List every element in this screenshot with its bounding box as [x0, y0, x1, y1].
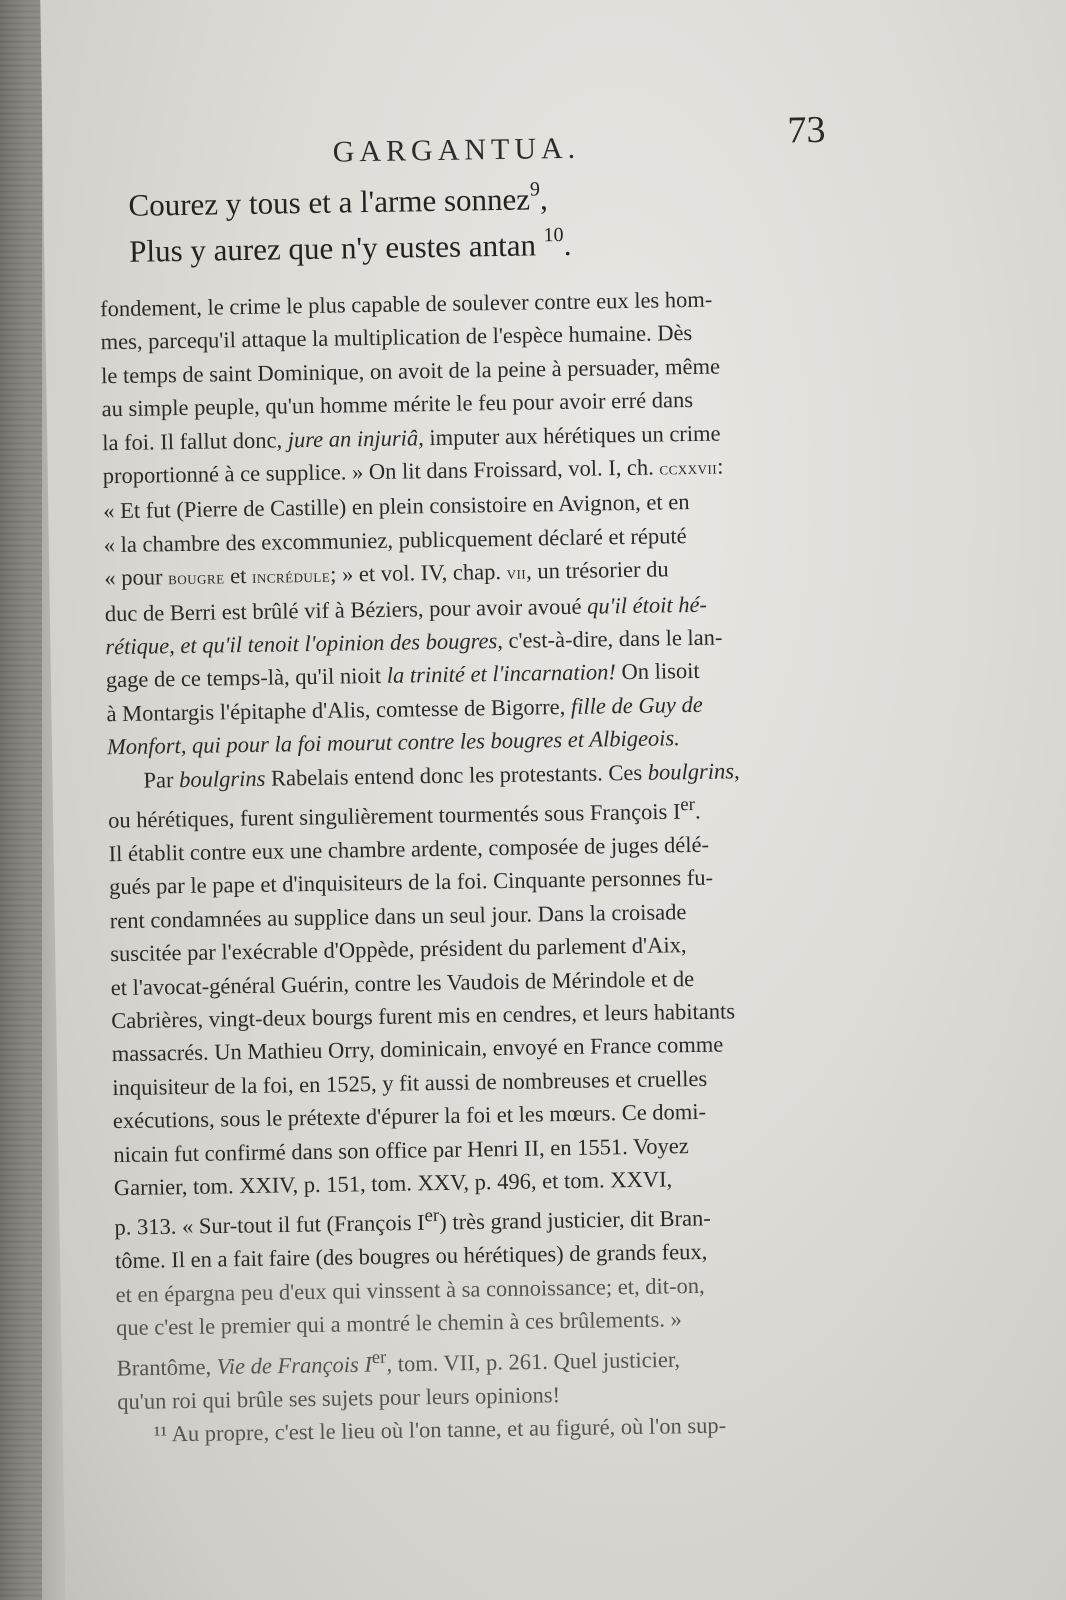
text-line: duc de Berri est brûlé vif à Béziers, pour avoir avoué qu'il étoit hé- [104, 591, 708, 626]
text-line: tôme. Il en a fait faire (des bougres ou hérétiques) de grands feux, [114, 1239, 708, 1274]
text-line: p. 313. « Sur-tout il fut (François Ier) très grand justicier, dit Bran- [114, 1205, 711, 1241]
text-line: qu'un roi qui brûle ses sujets pour leurs opinions! [117, 1381, 561, 1414]
running-head: GARGANTUA. [332, 131, 581, 169]
text-line: nicain fut confirmé dans son office par Henri II, en 1551. Voyez [113, 1132, 689, 1167]
footnote-ref-9: 9 [529, 178, 541, 201]
text-line: et l'avocat-général Guérin, contre les Vaudois de Mérindole et de [110, 965, 695, 1000]
text-line: « Et fut (Pierre de Castille) en plein consistoire en Avignon, et en [103, 489, 690, 524]
footnote-ref-10: 10 [543, 223, 564, 247]
text-line: et en épargna peu d'eux qui vinssent à sa connoissance; et, dit-on, [115, 1272, 705, 1307]
commentary-text [100, 280, 870, 1451]
text-line: mes, parcequ'il attaque la multiplication de l'espèce humaine. Dès [100, 320, 693, 355]
text-line: Garnier, tom. XXIV, p. 151, tom. XXV, p. 496, et tom. XXVI, [113, 1166, 673, 1201]
text-line: massacrés. Un Mathieu Orry, dominicain, envoyé en France comme [111, 1032, 724, 1067]
text-line: Monfort, qui pour la foi mourut contre les bougres et Albigeois. [106, 725, 681, 760]
text-line: inquisiteur de la foi, en 1525, y fit aussi de nombreuses et cruelles [112, 1065, 708, 1101]
text-line: au simple peuple, qu'un homme mérite le feu pour avoir erré dans [101, 387, 694, 422]
facing-page-edge [0, 0, 42, 1600]
text-line: Brantôme, Vie de François Ier, tom. VII, p. 261. Quel justicier, [116, 1346, 681, 1381]
text-line: fondement, le crime le plus capable de soulever contre eux les hom- [99, 286, 713, 322]
text-line: rétique, et qu'il tenoit l'opinion des bougres, c'est-à-dire, dans le lan- [105, 624, 723, 660]
text-line: rent condamnées au supplice dans un seul jour. Dans la croisade [109, 898, 687, 933]
text-line: à Montargis l'épitaphe d'Alis, comtesse de Bigorre, fille de Guy de [106, 691, 703, 727]
text-line: suscitée par l'exécrable d'Oppède, président du parlement d'Aix, [110, 932, 687, 967]
page-number: 73 [787, 108, 826, 152]
text-line: Cabrières, vingt-deux bourgs furent mis en cendres, et leurs habitants [111, 998, 736, 1034]
text-line: Il établit contre eux une chambre ardente, composée de juges délé- [108, 831, 710, 867]
verse-line-2: Plus y aurez que n'y eustes antan $^{10}$. [128, 223, 572, 269]
text-line: la foi. Il fallut donc, jure an injuriâ, imputer aux hérétiques un crime [102, 420, 721, 455]
verse-line-1: Courez y tous et a l'arme sonnez$^9$, [128, 178, 549, 223]
text-line: gage de ce temps-là, qu'il nioit la trinité et l'incarnation! On lisoit [105, 658, 700, 693]
text-line: ou hérétiques, furent singulièrement tourmentés sous François Ier. [107, 794, 701, 833]
footnote-11: ¹¹ Au propre, c'est le lieu où l'on tanne, et au figuré, où l'on sup- [153, 1412, 727, 1447]
text-line: que c'est le premier qui a montré le chemin à ces brûlements. » [115, 1306, 682, 1341]
text-line: le temps de saint Dominique, on avoit de la peine à persuader, même [100, 353, 721, 389]
text-line: « pour bougre et incrédule; » et vol. IV, chap. vii, un trésorier du [104, 556, 669, 591]
book-page [40, 0, 1066, 1600]
text-line: proportionné à ce supplice. » On lit dans Froissard, vol. I, ch. ccxxvii: [102, 453, 724, 489]
verse-block [128, 172, 829, 275]
text-line: gués par le pape et d'inquisiteurs de la foi. Cinquante personnes fu- [108, 865, 714, 900]
text-line: exécutions, sous le prétexte d'épurer la foi et les mœurs. Ce domi- [112, 1099, 707, 1134]
text-line: Par boulgrins Rabelais entend donc les protestants. Ces boulgrins, [143, 757, 740, 793]
text-line: « la chambre des excommuniez, publicquement déclaré et réputé [103, 522, 687, 558]
